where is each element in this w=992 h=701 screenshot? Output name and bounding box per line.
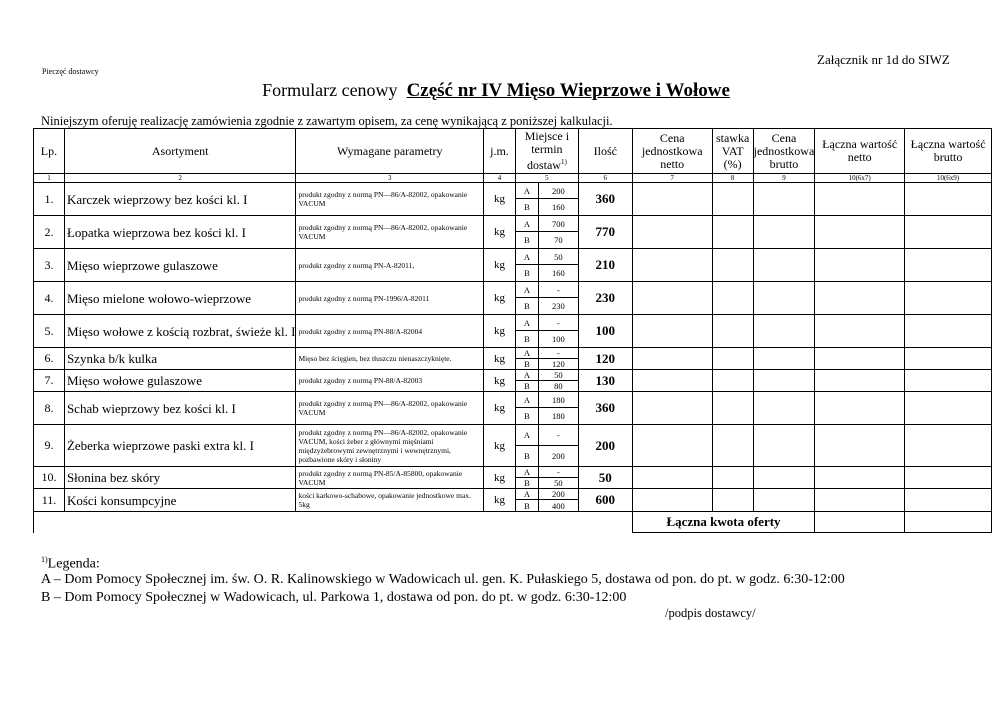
table-row (34, 392, 992, 408)
row-cena-netto-field[interactable] (632, 425, 712, 467)
row-laczna-netto-field[interactable] (815, 489, 905, 512)
table-row (34, 370, 992, 381)
row-laczna-netto-field[interactable] (815, 425, 905, 467)
annex-label: Załącznik nr 1d do SIWZ (817, 52, 950, 67)
table-row (34, 348, 992, 359)
row-qty-a: - (538, 315, 578, 331)
row-cena-netto-field[interactable] (632, 370, 712, 392)
col-number: 3 (296, 174, 484, 183)
title-part: Część nr IV Mięso Wieprzowe i Wołowe (406, 80, 730, 101)
row-parametry: kości karkowo-schabowe, opakowanie jednostkowe max. 5kg (296, 489, 484, 512)
row-laczna-brutto-field[interactable] (905, 348, 992, 370)
supplier-stamp-label: Pieczęć dostawcy (42, 67, 99, 76)
row-cena-netto-field[interactable] (632, 315, 712, 348)
row-laczna-brutto-field[interactable] (905, 425, 992, 467)
total-netto-field[interactable] (815, 512, 905, 533)
row-qty-b: 50 (538, 478, 578, 489)
row-qty-b: 70 (538, 232, 578, 249)
row-laczna-brutto-field[interactable] (905, 216, 992, 249)
total-row (34, 512, 992, 533)
row-asortyment: Karczek wieprzowy bez kości kl. I (64, 183, 296, 216)
row-location-a: A (515, 370, 538, 381)
row-ilosc: 770 (578, 216, 632, 249)
row-location-a: A (515, 249, 538, 265)
row-vat-field[interactable] (712, 370, 753, 392)
row-asortyment: Żeberka wieprzowe paski extra kl. I (64, 425, 296, 467)
row-jm: kg (483, 216, 515, 249)
row-vat-field[interactable] (712, 216, 753, 249)
header-laczna-netto: Łączna wartość netto (815, 129, 905, 174)
row-location-b: B (515, 408, 538, 425)
row-vat-field[interactable] (712, 315, 753, 348)
table-row (34, 249, 992, 265)
row-vat-field[interactable] (712, 249, 753, 282)
row-ilosc: 50 (578, 467, 632, 489)
row-location-b: B (515, 331, 538, 348)
col-number: 2 (64, 174, 296, 183)
row-jm: kg (483, 489, 515, 512)
row-jm: kg (483, 467, 515, 489)
row-qty-a: - (538, 348, 578, 359)
row-location-a: A (515, 348, 538, 359)
row-location-b: B (515, 232, 538, 249)
row-ilosc: 230 (578, 282, 632, 315)
row-cena-netto-field[interactable] (632, 467, 712, 489)
col-number: 8 (712, 174, 753, 183)
row-qty-b: 200 (538, 446, 578, 467)
row-location-a: A (515, 183, 538, 199)
row-ilosc: 130 (578, 370, 632, 392)
row-cena-brutto-field[interactable] (753, 348, 815, 370)
total-label: Łączna kwota oferty (632, 512, 815, 533)
row-jm: kg (483, 370, 515, 392)
row-jm: kg (483, 392, 515, 425)
row-qty-a: 50 (538, 370, 578, 381)
row-ilosc: 200 (578, 425, 632, 467)
row-jm: kg (483, 348, 515, 370)
table-row (34, 183, 992, 199)
title-prefix: Formularz cenowy (262, 80, 398, 100)
row-qty-a: - (538, 282, 578, 298)
row-cena-brutto-field[interactable] (753, 183, 815, 216)
row-ilosc: 360 (578, 183, 632, 216)
row-vat-field[interactable] (712, 282, 753, 315)
row-location-b: B (515, 298, 538, 315)
header-cena-brutto: Cena jednostkowa brutto (753, 129, 815, 174)
row-asortyment: Łopatka wieprzowa bez kości kl. I (64, 216, 296, 249)
row-lp: 3. (34, 249, 65, 282)
col-number: 9 (753, 174, 815, 183)
table-row (34, 425, 992, 446)
row-location-b: B (515, 199, 538, 216)
row-laczna-brutto-field[interactable] (905, 467, 992, 489)
row-asortyment: Słonina bez skóry (64, 467, 296, 489)
signature-label: /podpis dostawcy/ (665, 606, 756, 620)
row-location-b: B (515, 359, 538, 370)
header-miejsce-text: Miejsce i termin dostaw (524, 129, 570, 172)
row-ilosc: 210 (578, 249, 632, 282)
row-lp: 5. (34, 315, 65, 348)
row-vat-field[interactable] (712, 392, 753, 425)
row-lp: 8. (34, 392, 65, 425)
row-lp: 2. (34, 216, 65, 249)
row-laczna-netto-field[interactable] (815, 315, 905, 348)
total-spacer (34, 512, 633, 533)
row-parametry: produkt zgodny z normą PN—86/A-82002, opakowanie VACUM (296, 216, 484, 249)
row-lp: 9. (34, 425, 65, 467)
row-lp: 4. (34, 282, 65, 315)
row-vat-field[interactable] (712, 425, 753, 467)
row-qty-b: 400 (538, 500, 578, 512)
row-qty-b: 160 (538, 199, 578, 216)
row-laczna-netto-field[interactable] (815, 282, 905, 315)
row-ilosc: 360 (578, 392, 632, 425)
row-cena-netto-field[interactable] (632, 348, 712, 370)
row-cena-brutto-field[interactable] (753, 425, 815, 467)
row-location-a: A (515, 315, 538, 331)
col-number: 7 (632, 174, 712, 183)
row-qty-b: 230 (538, 298, 578, 315)
row-location-a: A (515, 392, 538, 408)
row-lp: 10. (34, 467, 65, 489)
row-jm: kg (483, 282, 515, 315)
row-location-a: A (515, 425, 538, 446)
header-laczna-brutto: Łączna wartość brutto (905, 129, 992, 174)
header-lp: Lp. (34, 129, 65, 174)
row-parametry: produkt zgodny z normą PN—86/A-82002, opakowanie VACUM (296, 392, 484, 425)
header-asortyment: Asortyment (64, 129, 296, 174)
table-row (34, 282, 992, 298)
row-cena-netto-field[interactable] (632, 282, 712, 315)
row-ilosc: 100 (578, 315, 632, 348)
row-laczna-brutto-field[interactable] (905, 183, 992, 216)
header-jm: j.m. (483, 129, 515, 174)
price-table (33, 128, 992, 533)
row-lp: 6. (34, 348, 65, 370)
row-asortyment: Mięso wołowe gulaszowe (64, 370, 296, 392)
row-cena-netto-field[interactable] (632, 249, 712, 282)
row-jm: kg (483, 249, 515, 282)
row-laczna-netto-field[interactable] (815, 183, 905, 216)
row-lp: 1. (34, 183, 65, 216)
row-qty-a: 50 (538, 249, 578, 265)
row-location-b: B (515, 265, 538, 282)
row-qty-b: 80 (538, 381, 578, 392)
page-title (0, 80, 992, 102)
row-qty-b: 180 (538, 408, 578, 425)
total-brutto-field[interactable] (905, 512, 992, 533)
row-vat-field[interactable] (712, 489, 753, 512)
row-jm: kg (483, 425, 515, 467)
header-miejsce (515, 129, 578, 174)
row-location-b: B (515, 478, 538, 489)
row-location-a: A (515, 467, 538, 478)
legend-title (41, 555, 100, 573)
row-laczna-netto-field[interactable] (815, 467, 905, 489)
row-vat-field[interactable] (712, 467, 753, 489)
row-cena-netto-field[interactable] (632, 489, 712, 512)
row-qty-b: 160 (538, 265, 578, 282)
table-row (34, 489, 992, 500)
row-cena-netto-field[interactable] (632, 183, 712, 216)
row-laczna-brutto-field[interactable] (905, 489, 992, 512)
row-qty-a: 200 (538, 183, 578, 199)
row-parametry: produkt zgodny z normą PN—86/A-82002, opakowanie VACUM (296, 183, 484, 216)
row-location-b: B (515, 500, 538, 512)
legend-a: A – Dom Pomocy Społecznej im. św. O. R. Kalinowskiego w Wadowicach ul. gen. K. Pułaskiego 5, dostawa od pon. do pt. w godz. 6:30-12:00 (41, 572, 845, 587)
row-qty-b: 120 (538, 359, 578, 370)
row-qty-a: 700 (538, 216, 578, 232)
row-asortyment: Kości konsumpcyjne (64, 489, 296, 512)
row-jm: kg (483, 315, 515, 348)
row-cena-brutto-field[interactable] (753, 282, 815, 315)
row-cena-brutto-field[interactable] (753, 392, 815, 425)
row-laczna-brutto-field[interactable] (905, 392, 992, 425)
row-cena-brutto-field[interactable] (753, 216, 815, 249)
row-cena-brutto-field[interactable] (753, 467, 815, 489)
row-location-b: B (515, 381, 538, 392)
table-body (34, 183, 992, 512)
row-cena-brutto-field[interactable] (753, 315, 815, 348)
col-number: 10(6x9) (905, 174, 992, 183)
row-parametry: produkt zgodny z normą PN—86/A-82002, opakowanie VACUM, kości żeber z głównymi mięśniami międzyżebrowymi zewnętrznymi i wewnętrznymi, pozbawione skóry i słoniny (296, 425, 484, 467)
row-qty-b: 100 (538, 331, 578, 348)
legend-sup: 1) (41, 555, 48, 564)
row-qty-a: 200 (538, 489, 578, 500)
row-parametry: produkt zgodny z normą PN-85/A-85800, opakowanie VACUM (296, 467, 484, 489)
row-location-b: B (515, 446, 538, 467)
row-parametry: Mięso bez ścięgien, bez tłuszczu nienaszczyknięte. (296, 348, 484, 370)
row-laczna-brutto-field[interactable] (905, 315, 992, 348)
row-laczna-netto-field[interactable] (815, 249, 905, 282)
row-asortyment: Mięso wołowe z kością rozbrat, świeże kl. I (64, 315, 296, 348)
table-row (34, 216, 992, 232)
row-cena-netto-field[interactable] (632, 392, 712, 425)
header-ilosc: Ilość (578, 129, 632, 174)
row-laczna-netto-field[interactable] (815, 370, 905, 392)
col-number: 1 (34, 174, 65, 183)
col-number: 4 (483, 174, 515, 183)
table-row (34, 315, 992, 331)
row-laczna-brutto-field[interactable] (905, 282, 992, 315)
row-asortyment: Mięso wieprzowe gulaszowe (64, 249, 296, 282)
row-jm: kg (483, 183, 515, 216)
row-location-a: A (515, 282, 538, 298)
row-cena-netto-field[interactable] (632, 216, 712, 249)
col-number: 10(6x7) (815, 174, 905, 183)
row-qty-a: - (538, 425, 578, 446)
row-ilosc: 600 (578, 489, 632, 512)
column-number-row (34, 174, 992, 183)
row-vat-field[interactable] (712, 348, 753, 370)
row-laczna-brutto-field[interactable] (905, 249, 992, 282)
row-asortyment: Szynka b/k kulka (64, 348, 296, 370)
row-ilosc: 120 (578, 348, 632, 370)
row-location-a: A (515, 489, 538, 500)
legend-title-text: Legenda: (47, 556, 100, 572)
col-number: 5 (515, 174, 578, 183)
row-location-a: A (515, 216, 538, 232)
col-number: 6 (578, 174, 632, 183)
row-laczna-brutto-field[interactable] (905, 370, 992, 392)
row-parametry: produkt zgodny z normą PN-88/A-82004 (296, 315, 484, 348)
header-cena-netto: Cena jednostkowa netto (632, 129, 712, 174)
table-row (34, 467, 992, 478)
header-parametry: Wymagane parametry (296, 129, 484, 174)
row-cena-brutto-field[interactable] (753, 489, 815, 512)
header-miejsce-sup: 1) (560, 158, 567, 166)
row-qty-a: - (538, 467, 578, 478)
row-laczna-netto-field[interactable] (815, 216, 905, 249)
row-parametry: produkt zgodny z normą PN-A-82011, (296, 249, 484, 282)
row-qty-a: 180 (538, 392, 578, 408)
legend-b: B – Dom Pomocy Społecznej w Wadowicach, ul. Parkowa 1, dostawa od pon. do pt. w godz. 6:30-12:00 (41, 590, 627, 605)
header-row (34, 129, 992, 174)
row-laczna-netto-field[interactable] (815, 392, 905, 425)
row-vat-field[interactable] (712, 183, 753, 216)
row-parametry: produkt zgodny z normą PN-1996/A-82011 (296, 282, 484, 315)
row-asortyment: Schab wieprzowy bez kości kl. I (64, 392, 296, 425)
header-vat: stawka VAT (%) (712, 129, 753, 174)
row-cena-brutto-field[interactable] (753, 370, 815, 392)
row-asortyment: Mięso mielone wołowo-wieprzowe (64, 282, 296, 315)
row-cena-brutto-field[interactable] (753, 249, 815, 282)
row-lp: 7. (34, 370, 65, 392)
row-parametry: produkt zgodny z normą PN-88/A-82003 (296, 370, 484, 392)
row-lp: 11. (34, 489, 65, 512)
row-laczna-netto-field[interactable] (815, 348, 905, 370)
intro-text: Niniejszym oferuję realizację zamówienia zgodnie z zawartym opisem, za cenę wynikającą z poniższej kalkulacji. (41, 114, 613, 128)
